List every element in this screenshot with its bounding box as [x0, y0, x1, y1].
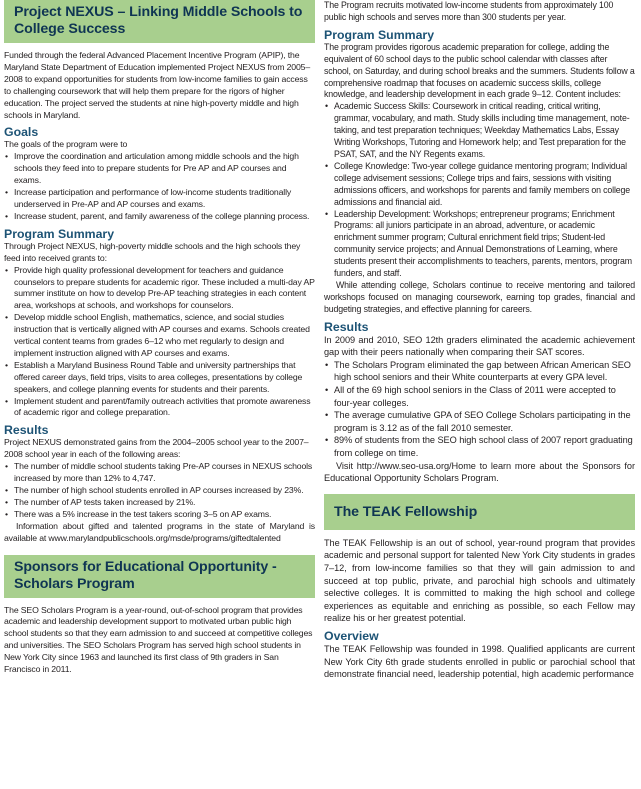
nexus-info-text: Information about gifted and talented programs in the state of Maryland is available at www.marylandpublicschools.org/msde/programs/giftedtalented [4, 520, 315, 543]
nexus-goals-lead: The goals of the program were to [4, 139, 128, 150]
list-item: • Implement student and parent/family outreach activities that promote awareness of academic rigor and college preparation. [4, 396, 315, 420]
nexus-summary-list [4, 265, 315, 420]
nexus-intro: Funded through the federal Advanced Placement Incentive Program (APIP), the Maryland State Department of Education implemented Project NEXUS from 2005–2008 to expand opportunities for students from low-income families to gain access to challenging coursework that will help them prepare for the rigors of higher education. The project served the students at nine high-poverty middle and high schools in Maryland. [4, 50, 311, 120]
seo-visit-text: Visit http://www.seo-usa.org/Home to learn more about the Sponsors for Educational Opportunity Scholars Program. [324, 460, 635, 484]
list-item: • The number of AP tests taken increased by 21%. [4, 497, 315, 509]
list-item: • Academic Success Skills: Coursework in critical reading, critical writing, grammar, vocabulary, and math. Study skills including time management, note-taking, and test preparation techniques; Weekday Mathematics Labs, Essay Writing Workshops, Tutoring and Homework help; and Test preparation for the PSAT, SAT, and the NY Regents exams. [324, 101, 635, 161]
list-item: • Establish a Maryland Business Round Table and university partnerships that offered career days, field trips, visits to area colleges, presentations by college speakers, and college planning events for students and their parents. [4, 360, 315, 396]
nexus-results-list [4, 461, 315, 521]
seo-results-lead: In 2009 and 2010, SEO 12th graders eliminated the academic achievement gap with their peers nationally when comparing their SAT scores. [324, 334, 635, 358]
teak-overview-heading: Overview [324, 628, 379, 643]
list-item: • There was a 5% increase in the test takers scoring 3–5 on AP exams. [4, 509, 315, 521]
seo-recruit-text: The Program recruits motivated low-income students from approximately 100 public high schools and serves more than 300 students per year. [324, 0, 614, 22]
list-item: • College Knowledge: Two-year college guidance mentoring program; Individual college advisement sessions; College trips and fairs, sessions with visiting admissions officers, and workshops for parents and family members on college admissions and financial aid. [324, 161, 635, 209]
teak-intro: The TEAK Fellowship is an out of school, year-round program that provides academic and personal support for talented New York City students in grades 7–12, from low-income families so that they will gain admission to and succeed at top public, private, and parochial high schools and ultimately selective colleges. It is committed to making the high school and college experiences as equitable and enriching as possible, so each Fellow may realize his or her greatest potential. [324, 537, 635, 624]
nexus-results-lead: Project NEXUS demonstrated gains from the 2004–2005 school year to the 2007–2008 school year in each of the following areas: [4, 437, 309, 460]
teak-banner-title: The TEAK Fellowship [324, 494, 635, 530]
list-item: • The average cumulative GPA of SEO College Scholars participating in the program is 3.12 as of the fall 2010 semester. [324, 409, 635, 434]
list-item: • Improve the coordination and articulation among middle schools and the high schools they feed into to prepare students for Pre AP and AP courses and exams. [4, 151, 315, 187]
seo-banner-title: Sponsors for Educational Opportunity - Scholars Program [4, 555, 315, 598]
nexus-summary-lead: Through Project NEXUS, high-poverty middle schools and the high schools they feed into received grants to: [4, 240, 301, 263]
nexus-goals-list [4, 151, 315, 222]
seo-summary-close: While attending college, Scholars continue to receive mentoring and tailored workshops focused on managing coursework, earning top grades, financial and budgeting strategies, and effective planning for careers. [324, 279, 635, 314]
list-item: • All of the 69 high school seniors in the Class of 2011 were accepted to four-year colleges. [324, 384, 635, 409]
seo-results-list [324, 359, 635, 460]
left-column [4, 0, 315, 676]
seo-summary-list [324, 101, 635, 280]
seo-results-heading: Results [324, 319, 369, 334]
right-column [324, 0, 635, 681]
seo-summary-lead: The program provides rigorous academic preparation for college, adding the equivalent of 60 school days to the public school calendar with classes after school, on Saturday, and during school breaks and the summers. Students follow a comprehensive roadmap that focuses on academic success skills, college knowledge, and leadership development in each grade 9–12. Content includes: [324, 41, 635, 100]
nexus-summary-heading: Program Summary [4, 226, 115, 241]
teak-overview-text: The TEAK Fellowship was founded in 1998. Qualified applicants are current New York City 6th grade students enrolled in public or parochial school that demonstrate financial need, leadership potential, high academic performance [324, 643, 635, 680]
list-item: • Increase participation and performance of low-income students traditionally underserved in Pre-AP and AP courses and exams. [4, 187, 315, 211]
list-item: • Increase student, parent, and family awareness of the college planning process. [4, 211, 315, 223]
seo-summary-heading: Program Summary [324, 27, 435, 42]
list-item: • The number of middle school students taking Pre-AP courses in NEXUS schools increased by more than 12% to 4,747. [4, 461, 315, 485]
list-item: • The number of high school students enrolled in AP courses increased by 23%. [4, 485, 315, 497]
list-item: • Leadership Development: Workshops; entrepreneur programs; Enrichment Programs: all juniors participate in an abroad, adventure, or academic enrichment summer program; Cultural enrichment field trips; Student-led community service projects; and Annual Demonstrations of Learning, where students present their accomplishments to teachers, parents, mentors, program funders, and staff. [324, 209, 635, 280]
list-item: • Develop middle school English, mathematics, science, and social studies instruction that is vertically aligned with AP courses and exams. Schools created vertical content teams from grades 6–12 who met regularly to design and implement instruction aligned with AP courses and exams. [4, 312, 315, 360]
nexus-banner-title: Project NEXUS – Linking Middle Schools to College Success [4, 0, 315, 43]
seo-intro: The SEO Scholars Program is a year-round, out-of-school program that provides academic and leadership development support to motivated urban public high school students so that they earn admission to and succeed at competitive colleges and universities. The SEO Scholars Program has served high school students in New York City since 1963 and launched its first class of 9th graders in San Francisco in 2011. [4, 604, 313, 675]
nexus-goals-heading: Goals [4, 125, 39, 140]
nexus-results-heading: Results [4, 423, 49, 438]
list-item: • The Scholars Program eliminated the gap between African American SEO high school seniors and their White counterparts at every GPA level. [324, 359, 635, 384]
list-item: • 89% of students from the SEO high school class of 2007 report graduating from college on time. [324, 434, 635, 459]
list-item: • Provide high quality professional development for teachers and guidance counselors to prepare students for academic rigor. These included a multi-day AP summer institute on how to develop Pre-AP teaching strategies in each content area, workshops at schools, and workshops for counselors. [4, 265, 315, 313]
